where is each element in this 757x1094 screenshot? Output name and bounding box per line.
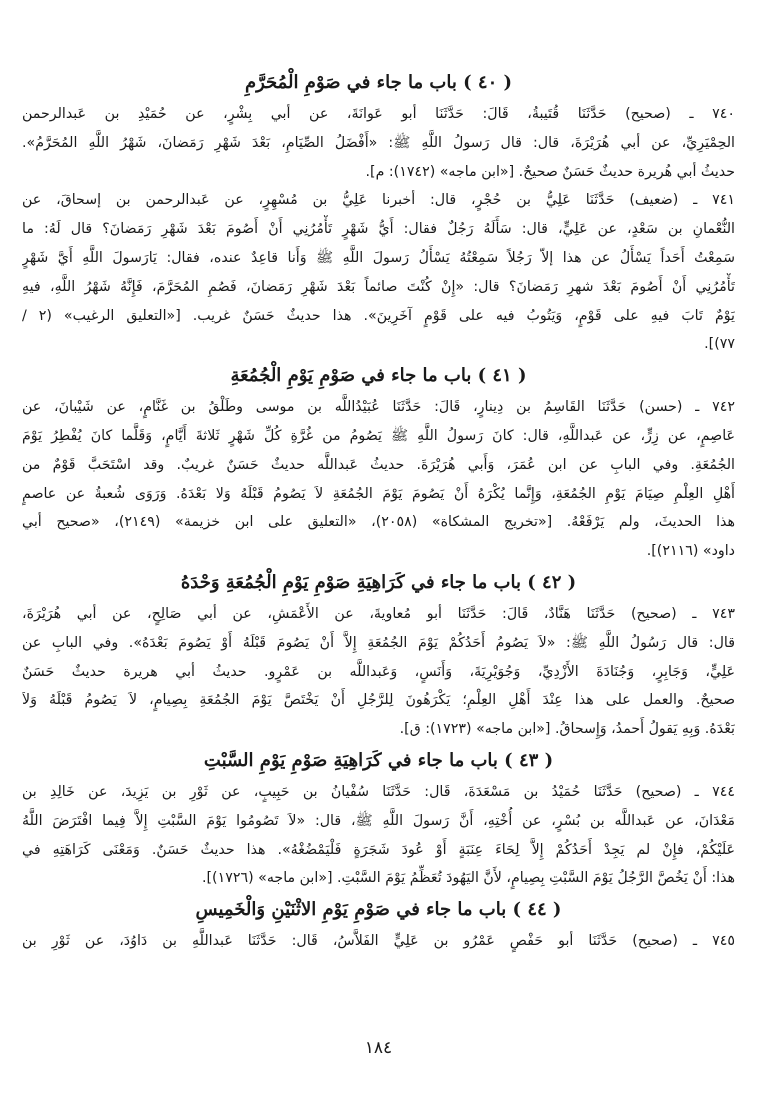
document-page bbox=[22, 66, 735, 1094]
chapter-title: ( ٤٠ ) باب ما جاء في صَوْمِ الْمُحَرَّمِ bbox=[244, 72, 513, 93]
hadith-742 bbox=[22, 393, 735, 566]
text-line: هذا الحديثَ، ولم يَرْفَعْهُ. [«تخريج المشكاة» (٢٠٥٨)، «التعليق على ابن خزيمة» (٢١٤٩)، «صحيح أبي bbox=[22, 514, 735, 531]
text-line: النُّعْمانِ بن سَعْدٍ، عن عَلِيٍّ، قال: سَأَلَهُ رَجُلٌ فقال: أَيُّ شَهْرٍ تَأْمُرُنِي أَنْ أَصُومَ بَعْدَ شَهْرِ رَمَضانَ؟ قال لَهُ: ما bbox=[22, 221, 735, 238]
chapter-title: ( ٤٤ ) باب ما جاء في صَوْمِ يَوْمِ الاثْنَيْنِ وَالْخَمِيسِ bbox=[195, 899, 562, 921]
text-line: ٧٤٢ ـ (حسن) حَدَّثَنَا القَاسِمُ بن دِينارٍ، قَالَ: حَدَّثَنَا عُبَيْدُاللَّه بن موسى وطَلْقُ بن غَنَّامٍ، عن شَيْبانَ، عن bbox=[22, 399, 735, 416]
text-line: مَعْدَانَ، عن عَبداللَّه بن بُسْرٍ، عن أُخْتِهِ، أَنَّ رَسولَ اللَّهِ ﷺ، قال: «لاَ تَصُومُوا يَوْمَ السَّبْتِ إِلاَّ فِيما افْتَرَضَ اللَّهُ bbox=[22, 812, 735, 829]
text-line: ٧٤٥ ـ (صحيح) حَدَّثَنَا أبو حَفْصٍ عَمْرُو بن عَلِيٍّ الفَلاَّسُ، قَال: حَدَّثَنَا عَبداللَّهِ بن دَاوُدَ، عن ثَوْرِ بن bbox=[22, 933, 735, 950]
text-line: عَلَيْكُمْ، فإِنْ لم يَجِدْ أَحَدُكُمْ إِلاَّ لِحَاءَ عِنَبَةٍ أَوْ عُودَ شَجَرَةٍ فَلْيَمْضُغْهُ». هذا حديثٌ حَسَنٌ. وَمَعْنَى كَرَاهَتِهِ في bbox=[22, 841, 735, 858]
text-line: الحِمْيَرِيِّ، عن أبي هُرَيْرَةَ، قال: قال رَسولُ اللَّهِ ﷺ: «أَفْضَلُ الصِّيَامِ، بَعْدَ شَهْرِ رَمَضانَ، شَهْرُ اللَّهِ المُحَرَّمُ». bbox=[22, 134, 735, 151]
text-line: ٧٧)]. bbox=[704, 336, 735, 353]
chapter-title: ( ٤٢ ) باب ما جاء في كَرَاهِيَةِ صَوْمِ يَوْمِ الْجُمُعَةِ وَحْدَهُ bbox=[180, 571, 577, 593]
text-line: يَوْمٌ تَابَ فيهِ على قَوْمٍ، وَيَتُوبُ فيه على قَوْمٍ آخَرِينَ». هذا حديثٌ حَسَنٌ غريب. [«التعليق الرغيب» (٢ / bbox=[22, 307, 735, 324]
hadith-745 bbox=[22, 927, 735, 956]
text-line: سَمِعْتُ أَحَداً يَسْأَلُ عن هذا إلاّ رَجُلاً سَمِعْتُهُ يَسْأَلُ رَسولَ اللَّهِ ﷺ وَأَنا قاعِدٌ عنده، فقال: يَارَسولَ اللَّهِ أَيَّ شَهْرٍ bbox=[22, 249, 735, 266]
text-line: تَأْمُرُنِي أَنْ أَصُومَ بَعْدَ شهرِ رَمَضانَ؟ قال: «إِنْ كُنْتَ صائماً بَعْدَ شَهْرِ رَمَضانَ، فَصُمِ المُحَرَّمَ، فَإِنَّهُ شَهْرُ اللَّهِ، فيهِ bbox=[22, 278, 735, 295]
chapter-40 bbox=[22, 66, 735, 359]
text-line: أَهْلِ العِلْمِ صِيَامَ يَوْمِ الجُمُعَةِ، وَإِنَّما يُكْرَهُ أَنْ يَصُومَ يَوْمَ الجُمُعَةِ لاَ يَصُومُ قَبْلَهُ وَلا بَعْدَهُ. وَرَوَى شُعبةُ عن عاصمٍ bbox=[22, 485, 735, 502]
text-line: صحيحٌ. والعمل على هذا عِنْدَ أَهْلِ العِلْمِ؛ يَكْرَهُونَ لِلرَّجُلِ أَنْ يَخْتَصَّ يَوْمَ الجُمُعَةِ بِصِيامٍ، لاَ يَصُومُ قَبْلَهُ وَلاَ bbox=[22, 692, 735, 709]
chapter-43 bbox=[22, 744, 735, 893]
chapter-42 bbox=[22, 566, 735, 744]
text-line: عَاصِمٍ، عن زِرٍّ، عن عَبداللَّهِ، قال: كانَ رَسولُ اللَّهِ ﷺ يَصُومُ من غُرَّةِ كُلِّ شَهْرٍ ثَلاثةَ أَيَّامٍ، وَقَلَّما كانَ يُفْطِرُ يَوْمَ bbox=[22, 427, 735, 444]
text-line: قال: قال رَسُولُ اللَّهِ ﷺ: «لاَ يَصُومُ أَحَدُكُمْ يَوْمَ الجُمُعَةِ إِلاَّ أَنْ يَصُومَ قَبْلَهُ أَوْ يَصُومَ بَعْدَهُ». وفي البابِ عن bbox=[22, 634, 735, 651]
text-line: ٧٤٠ ـ (صحيح) حَدَّثَنَا قُتَيبةُ، قَالَ: حَدَّثَنَا أبو عَوانَةَ، عن أبي بِشْرٍ، عن حُمَيْدِ بن عَبدالرحمن bbox=[22, 106, 735, 122]
hadith-740 bbox=[22, 100, 735, 186]
text-line: ٧٤١ ـ (ضعيف) حَدَّثَنَا عَلِيُّ بن حُجْرٍ، قال: أخبرنا عَلِيُّ بن مُسْهِرٍ، عن عَبدالرحمن بن إسحاقَ، عن bbox=[22, 192, 735, 209]
chapter-title: ( ٤٣ ) باب ما جاء في كَرَاهِيَةِ صَوْمِ يَوْمِ السَّبْتِ bbox=[203, 749, 554, 771]
text-line: عَلِيٍّ، وَجَابِرٍ، وَجُنَادَةَ الأَزْدِيِّ، وَجُوَيْرِيَةَ، وَأَنَسٍ، وَعَبداللَّه بن عَمْرٍو. حديثُ أبي هريرة حديثٌ حَسَنٌ bbox=[22, 663, 735, 680]
text-line: هذا: أَنْ يَخُصَّ الرَّجُلُ يَوْمَ السَّبْتِ بِصِيامٍ، لأَنَّ اليَهُودَ تُعَظِّمُ يَوْمَ السَّبْتِ. [«ابن ماجه» (١٧٢٦)]. bbox=[202, 870, 735, 887]
chapter-41 bbox=[22, 359, 735, 566]
chapter-title: ( ٤١ ) باب ما جاء في صَوْمِ يَوْمِ الْجُمُعَةِ bbox=[230, 365, 527, 387]
hadith-741 bbox=[22, 186, 735, 359]
text-line: الجُمُعَةِ. وفي البابِ عن ابن عُمَرَ، وَأَبي هُرَيْرَةَ. حديثُ عَبداللَّه حديثٌ حَسَنٌ غريبٌ. وقد اسْتَحَبَّ قَوْمٌ من bbox=[22, 456, 735, 473]
text-line: ٧٤٤ ـ (صحيح) حَدَّثَنَا حُمَيْدُ بن مَسْعَدَةَ، قَال: حَدَّثَنَا سُفْيانُ بن حَبِيبٍ، عن ثَوْرِ بن يَزِيدَ، عن خَالِدِ بن bbox=[22, 783, 735, 800]
text-line: ٧٤٣ ـ (صحيح) حَدَّثَنَا هَنَّادٌ، قَالَ: حَدَّثَنَا أبو مُعاويةَ، عن الأَعْمَشِ، عن أبي صَالِحٍ، عن أبي هُرَيْرَةَ، bbox=[22, 605, 735, 622]
hadith-744 bbox=[22, 778, 735, 893]
hadith-743 bbox=[22, 600, 735, 744]
text-line: داود» (٢١١٦)]. bbox=[646, 543, 735, 560]
page-number: ١٨٤ bbox=[364, 1038, 393, 1058]
text-line: بَعْدَهُ. وَبِهِ يَقولُ أَحمدُ، وَإِسحاقُ. [«ابن ماجه» (١٧٢٣): ق]. bbox=[399, 721, 735, 738]
text-line: حديثُ أبي هُريرة حديثٌ حَسَنٌ صحيحٌ. [«ابن ماجه» (١٧٤٢): م]. bbox=[365, 163, 735, 180]
chapter-44 bbox=[22, 893, 735, 956]
